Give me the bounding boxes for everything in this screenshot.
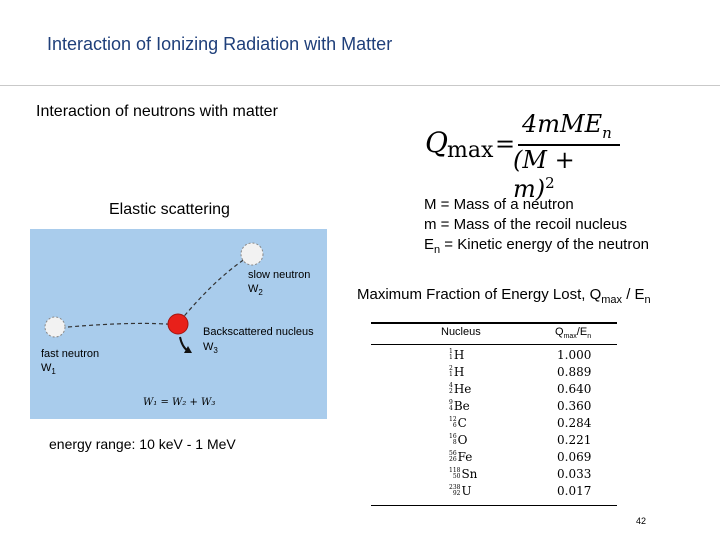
energy-loss-table — [371, 322, 617, 510]
incoming-trajectory — [68, 323, 178, 327]
back-w-sub: 3 — [213, 346, 218, 356]
atomic-number: 8 — [452, 439, 457, 446]
scattering-diagram — [30, 229, 327, 419]
mass-number: 4 — [449, 382, 453, 389]
max-fraction-heading — [357, 286, 651, 306]
max-fraction-mid: / E — [622, 286, 645, 303]
atomic-number: 1 — [449, 354, 453, 361]
formula-equals: = — [495, 130, 516, 158]
mass-number: 118 — [449, 467, 461, 474]
definition-item: m = Mass of the recoil nucleus — [424, 216, 628, 233]
table-row — [371, 398, 617, 415]
table-row — [371, 415, 617, 432]
formula-numerator-text: 4mME — [522, 110, 603, 138]
mass-number: 16 — [449, 433, 457, 440]
target-nucleus — [168, 314, 188, 334]
definition-item — [424, 235, 649, 260]
table-row — [371, 449, 617, 466]
energy-conservation-equation: W₁ = W₂ + W₃ — [143, 397, 216, 408]
atomic-number: 2 — [449, 388, 453, 395]
max-fraction-sub2: n — [644, 294, 651, 306]
qmax-value: 0.284 — [557, 416, 592, 430]
nucleus-symbol: Fe — [457, 450, 473, 464]
fast-w: W — [41, 362, 52, 374]
formula-denominator-sup: 2 — [545, 174, 555, 192]
table-row — [371, 432, 617, 449]
definition-e-sub: n — [434, 244, 441, 256]
back-w: W — [203, 341, 214, 353]
atomic-number: 92 — [452, 490, 461, 497]
nucleus-symbol: C — [457, 416, 467, 430]
table-header-rule — [371, 344, 617, 345]
definitions — [424, 195, 649, 260]
backscattered-w — [203, 341, 218, 355]
slow-neutron-w — [248, 283, 263, 297]
scattered-trajectory — [180, 259, 245, 321]
max-fraction-sub: max — [601, 294, 623, 306]
page-number: 42 — [636, 516, 647, 526]
qmax-value: 0.889 — [557, 365, 592, 379]
mass-number: 2 — [449, 365, 453, 372]
header-q-sub2: n — [587, 333, 592, 341]
qmax-value: 0.360 — [557, 399, 592, 413]
slow-neutron — [241, 243, 263, 265]
fast-neutron — [45, 317, 65, 337]
table-top-rule — [371, 322, 617, 324]
energy-range-note: energy range: 10 keV - 1 MeV — [49, 436, 236, 452]
fast-w-sub: 1 — [51, 367, 56, 377]
table-row — [371, 466, 617, 483]
nucleus-symbol: H — [453, 365, 465, 379]
table-row — [371, 364, 617, 381]
atomic-number: 26 — [449, 456, 457, 463]
definition-e-rest: = Kinetic energy of the neutron — [440, 236, 650, 253]
qmax-value: 0.069 — [557, 450, 592, 464]
qmax-value: 0.221 — [557, 433, 592, 447]
table-header-value — [555, 326, 591, 340]
formula-numerator — [522, 110, 612, 142]
table-row — [371, 483, 617, 500]
atomic-number: 1 — [449, 371, 453, 378]
table-row — [371, 347, 617, 364]
nucleus-symbol: He — [453, 382, 472, 396]
qmax-value: 1.000 — [557, 348, 592, 362]
formula-max-subscript: max — [447, 138, 494, 163]
formula-numerator-sub: n — [602, 123, 612, 142]
slow-neutron-label: slow neutron — [248, 269, 311, 281]
nucleus-symbol: Be — [453, 399, 470, 413]
nucleus-symbol: H — [453, 348, 465, 362]
mass-number: 1 — [449, 348, 453, 355]
atomic-number: 50 — [452, 473, 461, 480]
mass-number: 9 — [449, 399, 453, 406]
qmax-formula — [422, 108, 622, 203]
atomic-number: 4 — [449, 405, 453, 412]
formula-denominator-text: (M + m) — [513, 146, 575, 203]
definition-item: M = Mass of a neutron — [424, 196, 574, 213]
qmax-value: 0.033 — [557, 467, 592, 481]
max-fraction-text: Maximum Fraction of Energy Lost, Q — [357, 286, 602, 303]
header-q-rest: /E — [576, 326, 588, 338]
mass-number: 56 — [449, 450, 457, 457]
scattering-diagram-svg — [30, 229, 327, 419]
definition-e: E — [424, 236, 435, 253]
qmax-value: 0.640 — [557, 382, 592, 396]
atomic-number: 6 — [452, 422, 457, 429]
table-header-nucleus: Nucleus — [441, 326, 481, 338]
nucleus-symbol: U — [461, 484, 472, 498]
nucleus-symbol: O — [457, 433, 468, 447]
header-q: Q — [555, 326, 564, 338]
elastic-scattering-label: Elastic scattering — [109, 201, 230, 218]
mass-number: 12 — [449, 416, 457, 423]
nucleus-symbol: Sn — [461, 467, 478, 481]
backscattered-label: Backscattered nucleus — [203, 326, 314, 338]
table-row — [371, 381, 617, 398]
fast-neutron-w — [41, 362, 56, 376]
slow-w-sub: 2 — [258, 288, 263, 298]
mass-number: 238 — [449, 484, 461, 491]
section-subtitle: Interaction of neutrons with matter — [36, 103, 278, 120]
qmax-value: 0.017 — [557, 484, 592, 498]
header-q-sub: max — [563, 333, 577, 341]
formula-q: Q — [425, 126, 448, 159]
fast-neutron-label: fast neutron — [41, 348, 100, 360]
slow-w: W — [248, 283, 259, 295]
table-bottom-rule — [371, 505, 617, 506]
slide-title: Interaction of Ionizing Radiation with Matter — [47, 34, 393, 54]
title-divider — [0, 85, 720, 86]
